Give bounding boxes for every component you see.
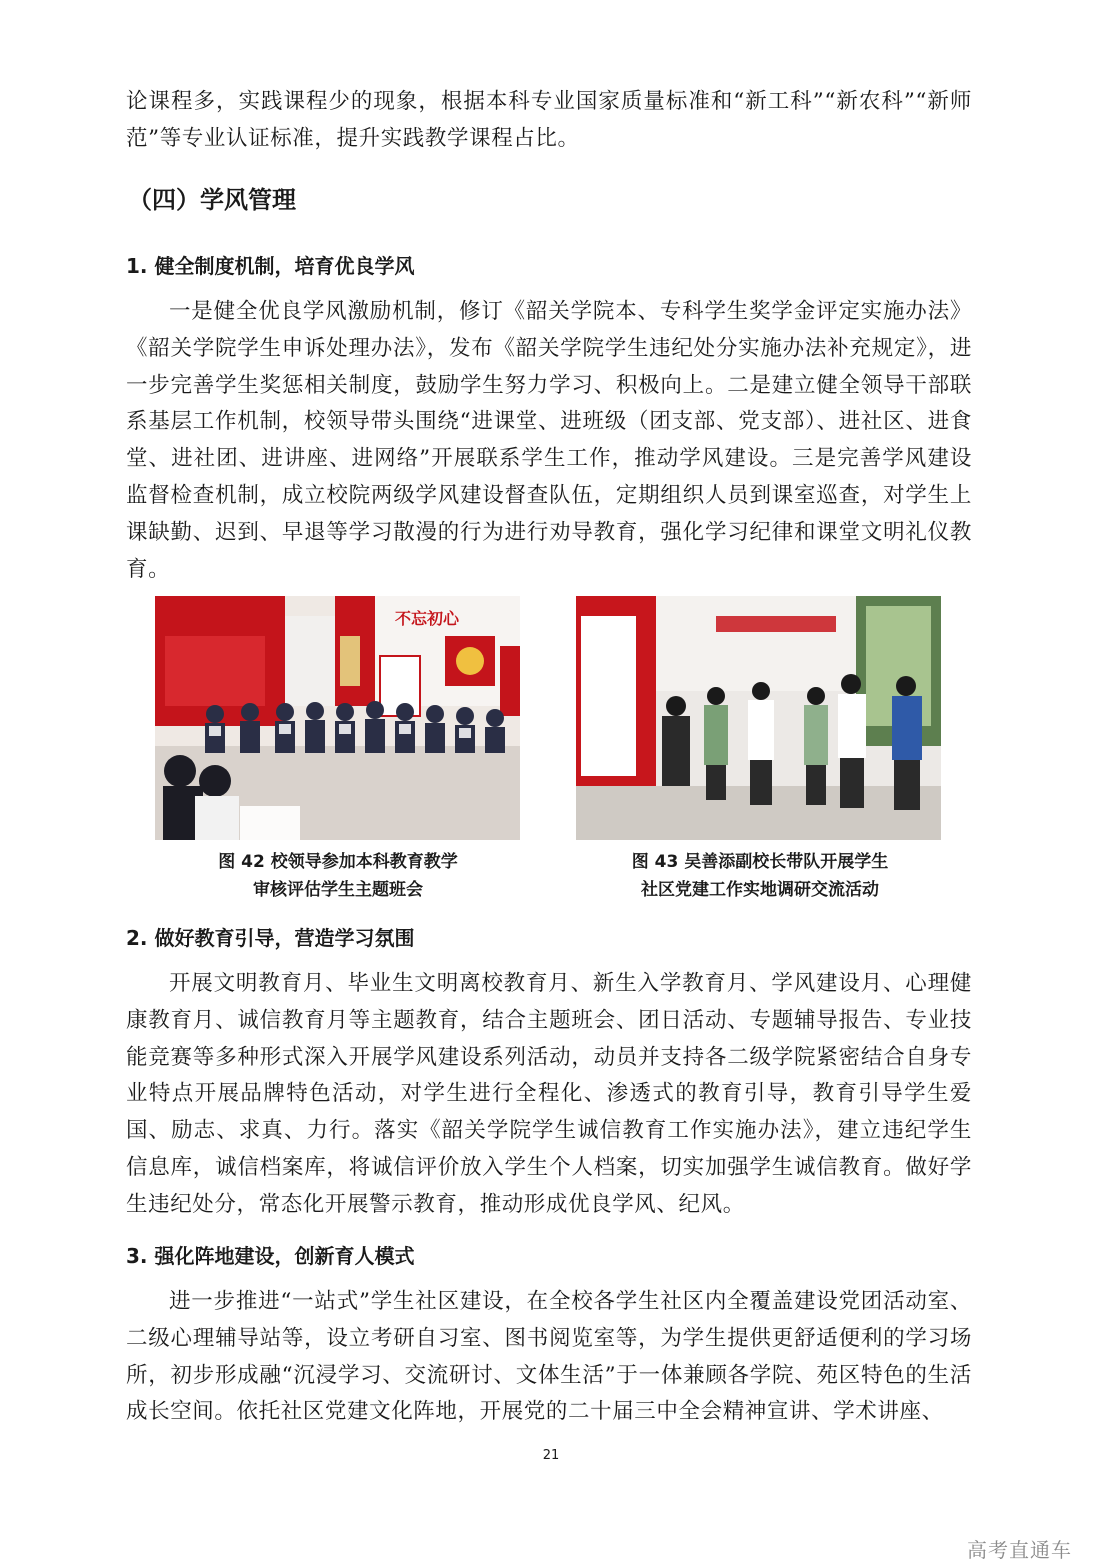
figure-43-caption bbox=[550, 848, 970, 904]
figure-43-caption-line1: 图 43 吴善添副校长带队开展学生 bbox=[631, 852, 889, 872]
figure-42-caption bbox=[128, 848, 548, 904]
classroom-meeting-photo bbox=[155, 596, 520, 840]
page-number: 21 bbox=[542, 1448, 560, 1463]
paragraph-3: 进一步推进“一站式”学生社区建设，在全校各学生社区内全覆盖建设党团活动室、二级心理辅导站等，设立考研自习室、图书阅览室等，为学生提供更舒适便利的学习场所，初步形成融“沉浸学习、交流研讨、文体生活”于一体兼顾各学院、苑区特色的生活成长空间。依托社区党建文化阵地，开展党的二十届三中全会精神宣讲、学术讲座、 bbox=[126, 1289, 972, 1425]
subheading-1: 1. 健全制度机制，培育优良学风 bbox=[126, 254, 415, 278]
figure-42-caption-line2: 审核评估学生主题班会 bbox=[253, 880, 423, 900]
paragraph-2: 开展文明教育月、毕业生文明离校教育月、新生入学教育月、学风建设月、心理健康教育月、诚信教育月等主题教育，结合主题班会、团日活动、专题辅导报告、专业技能竞赛等多种形式深入开展学风建设系列活动，动员并支持各二级学院紧密结合自身专业特点开展品牌特色活动，对学生进行全程化、渗透式的教育引导，教育引导学生爱国、励志、求真、力行。落实《韶关学院学生诚信教育工作实施办法》，建立违纪学生信息库，诚信档案库，将诚信评价放入学生个人档案，切实加强学生诚信教育。做好学生违纪处分，常态化开展警示教育，推动形成优良学风、纪风。 bbox=[126, 971, 972, 1217]
paragraph-1: 一是健全优良学风激励机制，修订《韶关学院本、专科学生奖学金评定实施办法》《韶关学院学生申诉处理办法》，发布《韶关学院学生违纪处分实施办法补充规定》，进一步完善学生奖惩相关制度，鼓励学生努力学习、积极向上。二是建立健全领导干部联系基层工作机制，校领导带头围绕“进课堂、进班级（团支部、党支部）、进社区、进食堂、进社团、进讲座、进网络”开展联系学生工作，推动学风建设。三是完善学风建设监督检查机制，成立校院两级学风建设督查队伍，定期组织人员到课室巡查，对学生上课缺勤、迟到、早退等学习散漫的行为进行劝导教育，强化学习纪律和课堂文明礼仪教育。 bbox=[126, 299, 972, 582]
watermark-text: 高考直通车 bbox=[967, 1538, 1072, 1562]
figure-42-photo bbox=[155, 596, 520, 840]
figure-43-caption-line2: 社区党建工作实地调研交流活动 bbox=[641, 880, 879, 900]
subheading-3: 3. 强化阵地建设，创新育人模式 bbox=[126, 1244, 415, 1268]
figure-43-photo bbox=[576, 596, 941, 840]
section-heading: （四）学风管理 bbox=[128, 186, 296, 214]
figure-42-caption-line1: 图 42 校领导参加本科教育教学 bbox=[218, 852, 458, 872]
campus-visit-photo bbox=[576, 596, 941, 840]
wall-banner-text: 不忘初心 bbox=[395, 609, 460, 628]
paragraph-intro-continuation: 论课程多，实践课程少的现象，根据本科专业国家质量标准和“新工科”“新农科”“新师范”等专业认证标准，提升实践教学课程占比。 bbox=[126, 89, 972, 151]
subheading-2: 2. 做好教育引导，营造学习氛围 bbox=[126, 926, 415, 950]
